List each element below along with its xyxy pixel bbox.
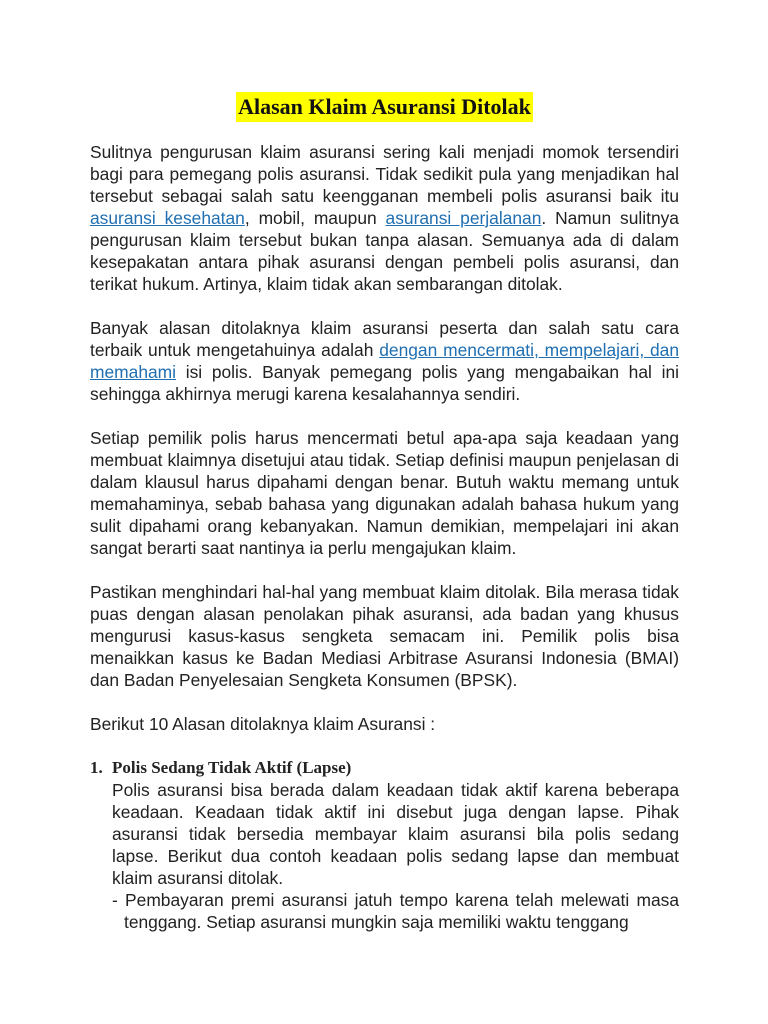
list-item-subpoint: - Pembayaran premi asuransi jatuh tempo karena telah melewati masa tenggang. Setiap asuransi mungkin saja memiliki waktu tenggang bbox=[112, 890, 679, 932]
list-item-title: Polis Sedang Tidak Aktif (Lapse) bbox=[112, 758, 352, 777]
list-item-body: Polis asuransi bisa berada dalam keadaan tidak aktif karena beberapa keadaan. Keadaan tidak aktif ini disebut juga dengan lapse. Pihak asuransi tidak bersedia membayar klaim asuransi bila polis sedang lapse. Berikut dua contoh keadaan polis sedang lapse dan membuat klaim asuransi ditolak. bbox=[112, 780, 679, 888]
paragraph-list-intro: Berikut 10 Alasan ditolaknya klaim Asuransi : bbox=[90, 714, 436, 734]
link-asuransi-kesehatan[interactable]: asuransi kesehatan bbox=[90, 208, 245, 228]
paragraph-text: isi polis. Banyak pemegang polis yang mengabaikan hal ini sehingga akhirnya merugi karena kesalahannya sendiri. bbox=[90, 362, 679, 404]
paragraph-policy-owner: Setiap pemilik polis harus mencermati betul apa-apa saja keadaan yang membuat klaimnya disetujui atau tidak. Setiap definisi maupun penjelasan di dalam klausul harus dipahami dengan benar. Butuh waktu memang untuk memahaminya, sebab bahasa yang digunakan adalah bahasa hukum yang sulit dipahami orang kebanyakan. Namun demikian, mempelajari ini akan sangat berarti saat nantinya ia perlu mengajukan klaim. bbox=[90, 428, 679, 558]
paragraph-text: Banyak alasan ditolaknya klaim asuransi peserta dan salah satu cara terbaik untuk mengetahuinya adalah bbox=[90, 318, 679, 360]
list-item bbox=[90, 757, 679, 933]
document-title: Alasan Klaim Asuransi Ditolak bbox=[236, 92, 533, 122]
reasons-list bbox=[90, 757, 679, 933]
document-page bbox=[90, 0, 679, 933]
paragraph-intro bbox=[90, 141, 679, 295]
title-wrap bbox=[90, 92, 679, 126]
paragraph-dispute: Pastikan menghindari hal-hal yang membuat klaim ditolak. Bila merasa tidak puas dengan alasan penolakan pihak asuransi, ada badan yang khusus mengurusi kasus-kasus sengketa semacam ini. Pemilik polis bisa menaikkan kasus ke Badan Mediasi Arbitrase Asuransi Indonesia (BMAI) dan Badan Penyelesaian Sengketa Konsumen (BPSK). bbox=[90, 582, 679, 690]
paragraph-text: . Namun sulitnya pengurusan klaim tersebut bukan tanpa alasan. Semuanya ada di dalam kesepakatan antara pihak asuransi dengan pembeli polis asuransi, dan terikat hukum. Artinya, klaim tidak akan sembarangan ditolak. bbox=[90, 208, 679, 294]
list-item-heading bbox=[90, 757, 679, 779]
list-item-number: 1. bbox=[90, 758, 103, 777]
paragraph-reasons bbox=[90, 317, 679, 405]
paragraph-text: , mobil, maupun bbox=[244, 208, 386, 228]
paragraph-text: Sulitnya pengurusan klaim asuransi sering kali menjadi momok tersendiri bagi para pemegang polis asuransi. Tidak sedikit pula yang menjadikan hal tersebut sebagai salah satu keengganan membeli polis asuransi baik itu bbox=[90, 142, 679, 206]
link-asuransi-perjalanan[interactable]: asuransi perjalanan bbox=[385, 208, 542, 228]
link-mencermati[interactable]: dengan mencermati, mempelajari, dan memahami bbox=[90, 340, 680, 382]
